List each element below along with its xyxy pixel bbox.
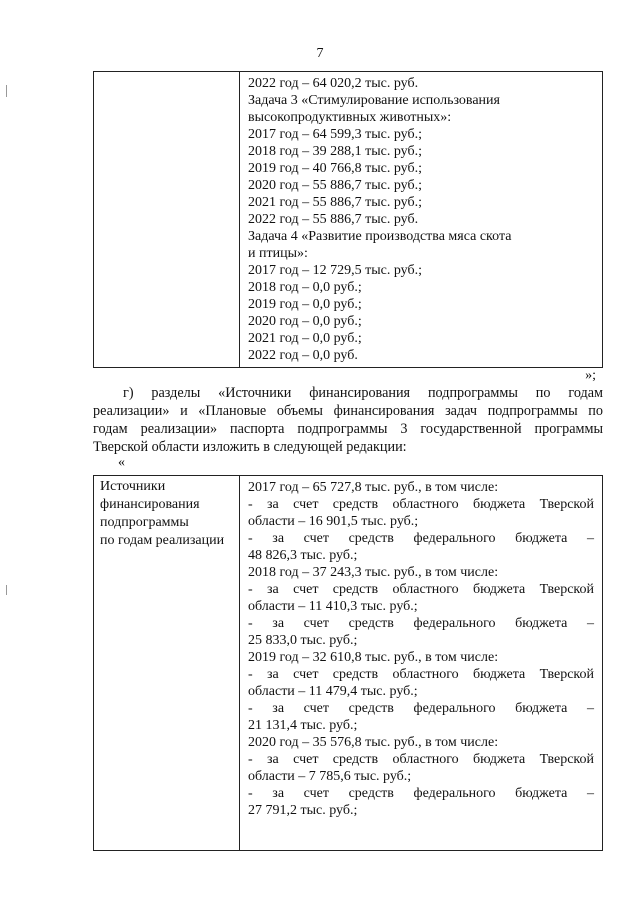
funding-line: 48 826,3 тыс. руб.; bbox=[248, 548, 358, 563]
funding-line: 2022 год – 64 020,2 тыс. руб. bbox=[248, 76, 419, 91]
funding-line: Задача 3 «Стимулирование использования bbox=[248, 93, 500, 108]
funding-line: 2018 год – 0,0 руб.; bbox=[248, 280, 362, 295]
funding-line: области – 11 410,3 тыс. руб.; bbox=[248, 599, 418, 614]
funding-line: 2017 год – 64 599,3 тыс. руб.; bbox=[248, 127, 422, 142]
label-line: финансирования bbox=[100, 497, 200, 512]
funding-line: 2021 год – 55 886,7 тыс. руб.; bbox=[248, 195, 422, 210]
table-cell-funding-tasks bbox=[240, 72, 602, 367]
funding-line: 2018 год – 39 288,1 тыс. руб.; bbox=[248, 144, 422, 159]
funding-line: 2022 год – 0,0 руб. bbox=[248, 348, 358, 363]
funding-line: - за счет средств областного бюджета Тверской bbox=[248, 752, 594, 767]
funding-line: - за счет средств федерального бюджета – bbox=[248, 786, 594, 801]
funding-line: - за счет средств областного бюджета Тверской bbox=[248, 667, 594, 682]
funding-line: 21 131,4 тыс. руб.; bbox=[248, 718, 358, 733]
funding-line: 2019 год – 32 610,8 тыс. руб., в том числе: bbox=[248, 650, 499, 665]
label-line: по годам реализации bbox=[100, 533, 225, 548]
label-line: подпрограммы bbox=[100, 515, 189, 530]
funding-line: 2019 год – 0,0 руб.; bbox=[248, 297, 362, 312]
paragraph-line: годам реализации» паспорта подпрограммы 3 государственной программы bbox=[93, 421, 603, 437]
paragraph-line: Тверской области изложить в следующей редакции: bbox=[93, 439, 407, 455]
funding-line: области – 16 901,5 тыс. руб.; bbox=[248, 514, 419, 529]
funding-line: 2020 год – 35 576,8 тыс. руб., в том числе: bbox=[248, 735, 499, 750]
funding-line: - за счет средств федерального бюджета – bbox=[248, 616, 594, 631]
table-cell-funding-years bbox=[240, 476, 602, 850]
funding-line: 2019 год – 40 766,8 тыс. руб.; bbox=[248, 161, 422, 176]
funding-table-continued bbox=[93, 71, 603, 368]
funding-line: области – 11 479,4 тыс. руб.; bbox=[248, 684, 418, 699]
margin-mark bbox=[6, 585, 7, 595]
funding-line: - за счет средств областного бюджета Тверской bbox=[248, 497, 594, 512]
amendment-paragraph bbox=[93, 384, 603, 456]
funding-line: 2018 год – 37 243,3 тыс. руб., в том числе: bbox=[248, 565, 499, 580]
closing-quote: »; bbox=[585, 368, 596, 383]
funding-line: 2017 год – 12 729,5 тыс. руб.; bbox=[248, 263, 422, 278]
table-cell-label bbox=[94, 476, 240, 850]
funding-line: и птицы»: bbox=[248, 246, 308, 261]
label-line: Источники bbox=[100, 479, 166, 494]
funding-line: - за счет средств федерального бюджета – bbox=[248, 701, 594, 716]
funding-line: 2020 год – 55 886,7 тыс. руб.; bbox=[248, 178, 422, 193]
opening-quote: « bbox=[118, 455, 125, 470]
funding-line: - за счет средств областного бюджета Тверской bbox=[248, 582, 594, 597]
paragraph-line: реализации» и «Плановые объемы финансирования задач подпрограммы по bbox=[93, 403, 603, 419]
funding-line: 2017 год – 65 727,8 тыс. руб., в том числе: bbox=[248, 480, 499, 495]
funding-line: Задача 4 «Развитие производства мяса скота bbox=[248, 229, 512, 244]
funding-line: высокопродуктивных животных»: bbox=[248, 110, 452, 125]
paragraph-line: г) разделы «Источники финансирования подпрограммы по годам bbox=[123, 385, 603, 401]
table-cell-empty bbox=[94, 72, 240, 367]
funding-line: - за счет средств федерального бюджета – bbox=[248, 531, 594, 546]
funding-line: области – 7 785,6 тыс. руб.; bbox=[248, 769, 412, 784]
funding-line: 2020 год – 0,0 руб.; bbox=[248, 314, 362, 329]
page-number: 7 bbox=[316, 46, 324, 61]
funding-line: 27 791,2 тыс. руб.; bbox=[248, 803, 358, 818]
funding-line: 2021 год – 0,0 руб.; bbox=[248, 331, 362, 346]
funding-line: 25 833,0 тыс. руб.; bbox=[248, 633, 358, 648]
funding-line: 2022 год – 55 886,7 тыс. руб. bbox=[248, 212, 419, 227]
funding-sources-table bbox=[93, 475, 603, 851]
margin-mark bbox=[6, 85, 7, 97]
